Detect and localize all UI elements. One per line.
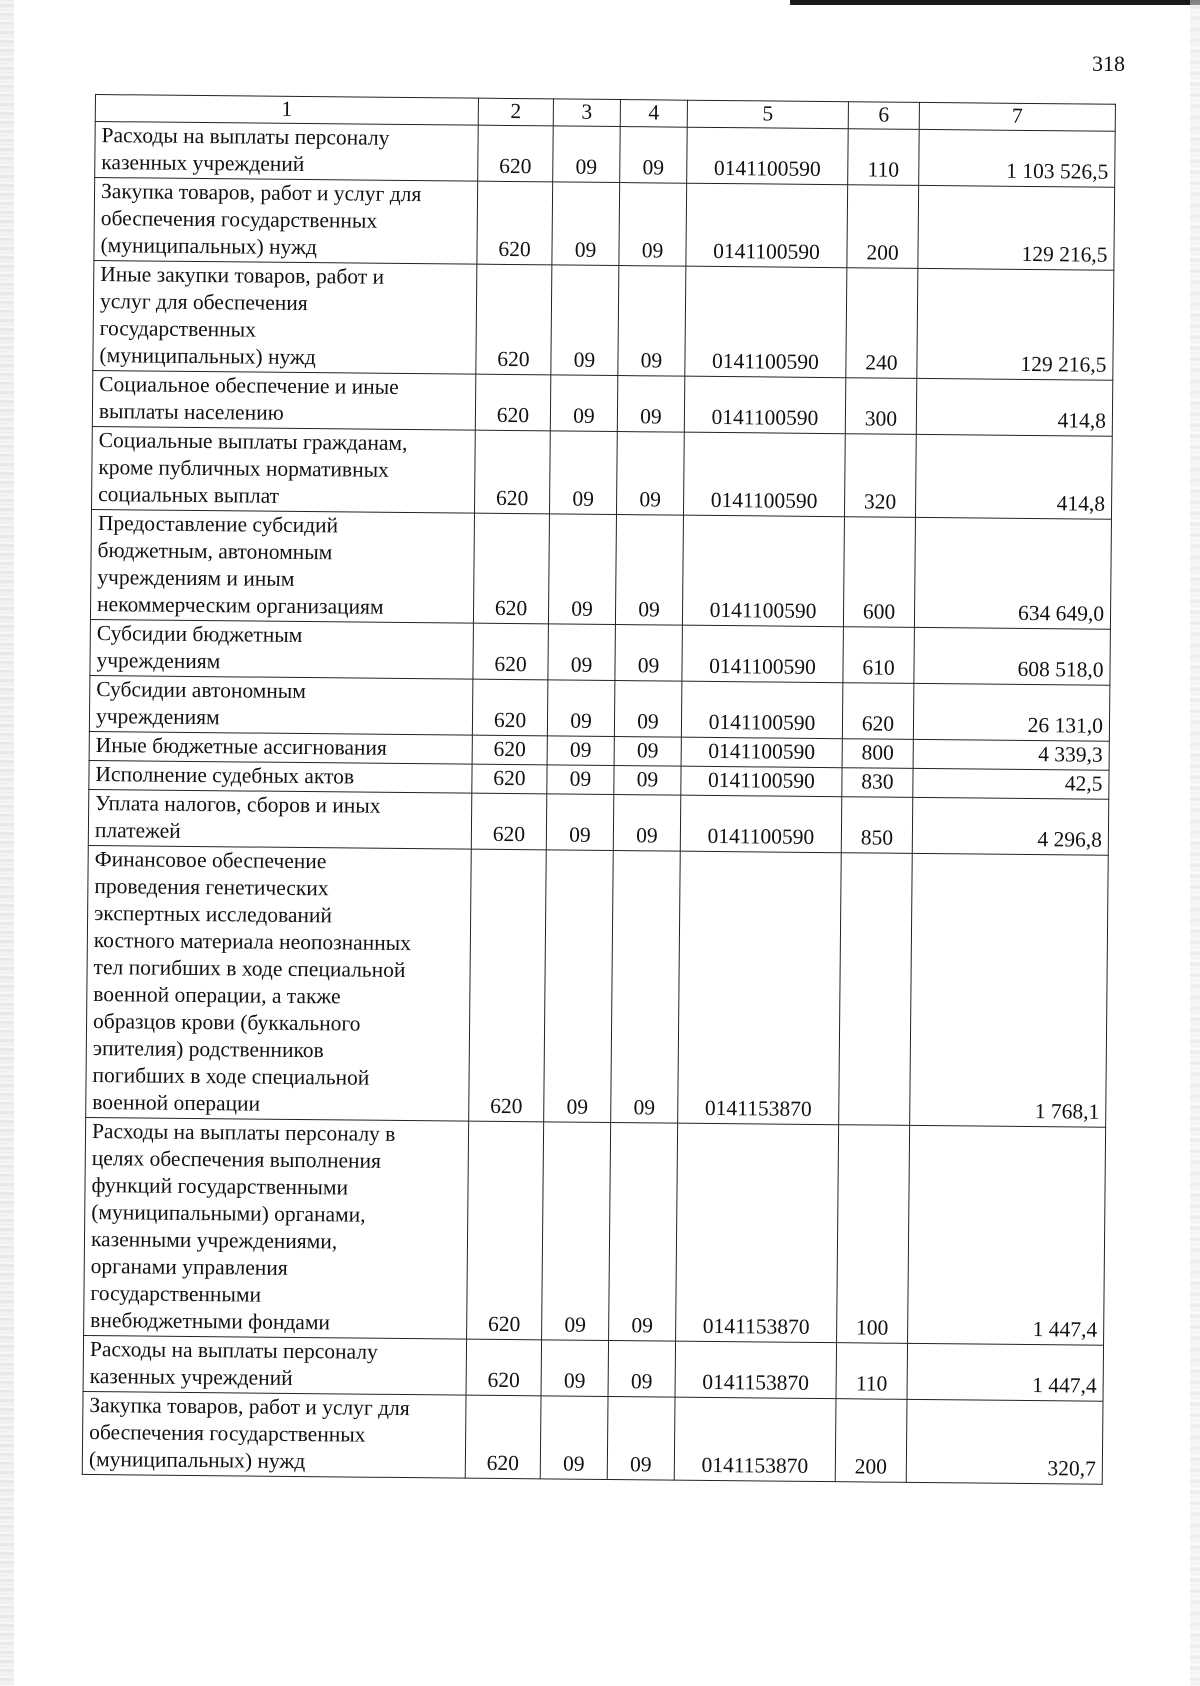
row-name-cell: Закупка товаров, работ и услуг для обеспечения государственных (муниципальных) нужд: [94, 178, 478, 265]
row-code-3-cell: 09: [541, 1340, 609, 1397]
row-code-2-cell: 620: [474, 430, 550, 514]
row-code-6-cell: 110: [848, 129, 920, 186]
row-code-5-cell: 0141100590: [686, 183, 848, 268]
row-name-cell: Уплата налогов, сборов и иных платежей: [88, 789, 472, 849]
row-code-2-cell: 620: [472, 735, 547, 765]
table-row: [89, 675, 1109, 741]
row-code-2-cell: 620: [477, 181, 553, 265]
row-amount-cell: 129 216,5: [918, 185, 1115, 270]
row-amount-cell: 4 296,8: [912, 797, 1109, 855]
row-code-4-cell: 09: [611, 851, 681, 1124]
row-name-cell: Иные закупки товаров, работ и услуг для обеспечения государственных (муниципальных) нужд: [93, 260, 477, 374]
table-row: [82, 1391, 1103, 1484]
scan-artifact-top-bar: [790, 0, 1200, 5]
row-code-6-cell: 600: [843, 517, 915, 628]
row-amount-cell: 26 131,0: [913, 683, 1110, 741]
row-code-6-cell: 800: [842, 739, 913, 769]
scan-artifact-right-edge: [1190, 0, 1200, 1686]
row-code-6-cell: 110: [836, 1343, 908, 1400]
table-row: [90, 619, 1110, 685]
table-row: [88, 789, 1108, 855]
row-name-cell: Исполнение судебных актов: [89, 760, 472, 793]
row-code-2-cell: 620: [466, 1339, 542, 1396]
row-code-3-cell: 09: [552, 182, 620, 266]
row-code-4-cell: 09: [608, 1340, 676, 1397]
row-code-5-cell: 0141100590: [681, 766, 842, 797]
row-code-4-cell: 09: [614, 766, 681, 796]
header-cell: 4: [620, 100, 687, 128]
row-code-2-cell: 620: [467, 1121, 544, 1340]
row-amount-cell: 608 518,0: [914, 627, 1111, 685]
row-code-4-cell: 09: [615, 515, 683, 626]
row-code-3-cell: 09: [546, 794, 614, 851]
scan-artifact-left-edge: [0, 0, 14, 1686]
table-row: [92, 426, 1113, 519]
row-name-cell: Финансовое обеспечение проведения генетических экспертных исследований костного материала неопознанных тел погибших в ходе специальной военной операции, а также образцов крови (буккального эпителия) родственников погибших в ходе специальной военной операции: [86, 845, 472, 1121]
row-code-6-cell: 100: [837, 1125, 910, 1344]
header-cell: 7: [919, 102, 1115, 131]
row-code-2-cell: 620: [471, 793, 547, 850]
row-name-cell: Социальное обеспечение и иные выплаты населению: [92, 370, 476, 430]
row-code-3-cell: 09: [548, 624, 616, 681]
row-amount-cell: 414,8: [916, 378, 1113, 436]
row-amount-cell: 320,7: [906, 1399, 1103, 1484]
row-name-cell: Субсидии автономным учреждениям: [89, 675, 473, 735]
row-amount-cell: 129 216,5: [917, 268, 1114, 380]
row-code-4-cell: 09: [615, 625, 683, 682]
row-code-5-cell: 0141100590: [680, 795, 842, 853]
header-cell: 6: [848, 102, 919, 130]
header-cell: 5: [687, 100, 848, 129]
table-body: [82, 95, 1115, 1485]
row-code-3-cell: 09: [548, 514, 616, 625]
row-name-cell: Иные бюджетные ассигнования: [89, 731, 472, 764]
row-code-4-cell: 09: [614, 681, 682, 738]
row-amount-cell: 4 339,3: [913, 739, 1109, 770]
row-code-3-cell: 09: [550, 375, 618, 432]
row-amount-cell: 42,5: [913, 768, 1109, 799]
table-row: [92, 370, 1112, 436]
row-code-4-cell: 09: [607, 1396, 675, 1480]
row-code-5-cell: 0141153870: [674, 1397, 836, 1482]
row-code-4-cell: 09: [620, 127, 688, 184]
row-amount-cell: 414,8: [915, 434, 1112, 519]
row-code-5-cell: 0141100590: [682, 625, 844, 683]
row-code-4-cell: 09: [613, 795, 681, 852]
row-code-2-cell: 620: [465, 1395, 541, 1479]
table-row: [84, 1117, 1106, 1345]
row-code-3-cell: 09: [547, 680, 615, 737]
table-row: [90, 509, 1111, 629]
row-code-5-cell: 0141153870: [675, 1341, 837, 1399]
row-code-2-cell: 620: [478, 125, 554, 182]
row-code-5-cell: 0141100590: [683, 432, 845, 517]
row-code-5-cell: 0141100590: [682, 515, 844, 627]
row-code-2-cell: 620: [472, 764, 547, 794]
row-name-cell: Социальные выплаты гражданам, кроме публичных нормативных социальных выплат: [92, 426, 476, 513]
row-code-6-cell: 200: [847, 185, 919, 269]
row-code-5-cell: 0141100590: [684, 376, 846, 434]
table-row: [86, 845, 1109, 1127]
row-code-2-cell: 620: [469, 849, 547, 1122]
row-amount-cell: 1 768,1: [910, 853, 1109, 1127]
row-name-cell: Субсидии бюджетным учреждениям: [90, 619, 474, 679]
row-code-5-cell: 0141100590: [685, 266, 847, 378]
header-cell: 3: [553, 99, 620, 127]
row-amount-cell: 1 103 526,5: [919, 129, 1116, 187]
page-number: 318: [1092, 51, 1125, 76]
row-code-3-cell: 09: [553, 126, 621, 183]
budget-table: [82, 94, 1116, 1485]
row-name-cell: Расходы на выплаты персоналу в целях обеспечения выполнения функций государственными (муниципальными) органами, казенными учреждениями, органами управления государственными внебюджетными фондами: [84, 1117, 469, 1339]
row-code-4-cell: 09: [619, 183, 687, 267]
row-code-5-cell: 0141153870: [678, 851, 842, 1125]
row-code-3-cell: 09: [551, 265, 619, 376]
row-amount-cell: 634 649,0: [914, 517, 1111, 629]
table-row: [83, 1335, 1103, 1401]
row-code-5-cell: 0141100590: [681, 737, 842, 768]
row-code-4-cell: 09: [617, 376, 685, 433]
row-name-cell: Расходы на выплаты персоналу казенных учреждений: [83, 1335, 467, 1395]
row-code-3-cell: 09: [544, 850, 614, 1123]
row-code-4-cell: 09: [614, 737, 681, 767]
table-row: [95, 122, 1115, 188]
row-code-5-cell: 0141153870: [676, 1123, 839, 1343]
row-code-6-cell: 830: [842, 768, 913, 798]
row-code-2-cell: 620: [472, 679, 548, 736]
row-amount-cell: 1 447,4: [907, 1343, 1104, 1401]
row-code-6-cell: 320: [844, 434, 916, 518]
row-name-cell: Расходы на выплаты персоналу казенных учреждений: [95, 122, 479, 182]
row-code-6-cell: 850: [841, 797, 913, 854]
row-code-3-cell: 09: [540, 1396, 608, 1480]
row-code-2-cell: 620: [475, 374, 551, 431]
table-row: [93, 260, 1114, 380]
row-code-2-cell: 620: [473, 623, 549, 680]
table-row: [94, 178, 1115, 271]
row-code-3-cell: 09: [549, 431, 617, 515]
row-name-cell: Закупка товаров, работ и услуг для обеспечения государственных (муниципальных) нужд: [82, 1391, 466, 1478]
header-cell: 2: [478, 98, 553, 126]
row-code-3-cell: 09: [542, 1122, 611, 1341]
row-code-6-cell: 240: [846, 268, 918, 379]
row-code-3-cell: 09: [547, 765, 614, 795]
row-code-6-cell: 610: [843, 627, 915, 684]
header-cell: 1: [95, 95, 478, 126]
row-code-6-cell: 620: [842, 683, 914, 740]
row-name-cell: Предоставление субсидий бюджетным, автономным учреждениям и иным некоммерческим организациям: [90, 509, 474, 623]
row-code-4-cell: 09: [616, 432, 684, 516]
row-code-2-cell: 620: [473, 513, 549, 624]
row-code-2-cell: 620: [476, 264, 552, 375]
row-code-6-cell: 300: [845, 378, 917, 435]
row-amount-cell: 1 447,4: [908, 1125, 1106, 1345]
row-code-5-cell: 0141100590: [681, 681, 843, 739]
row-code-5-cell: 0141100590: [687, 127, 849, 185]
row-code-4-cell: 09: [609, 1122, 678, 1341]
row-code-6-cell: [839, 853, 913, 1126]
row-code-4-cell: 09: [618, 266, 686, 377]
row-code-6-cell: 200: [835, 1399, 907, 1483]
row-code-3-cell: 09: [547, 736, 614, 766]
